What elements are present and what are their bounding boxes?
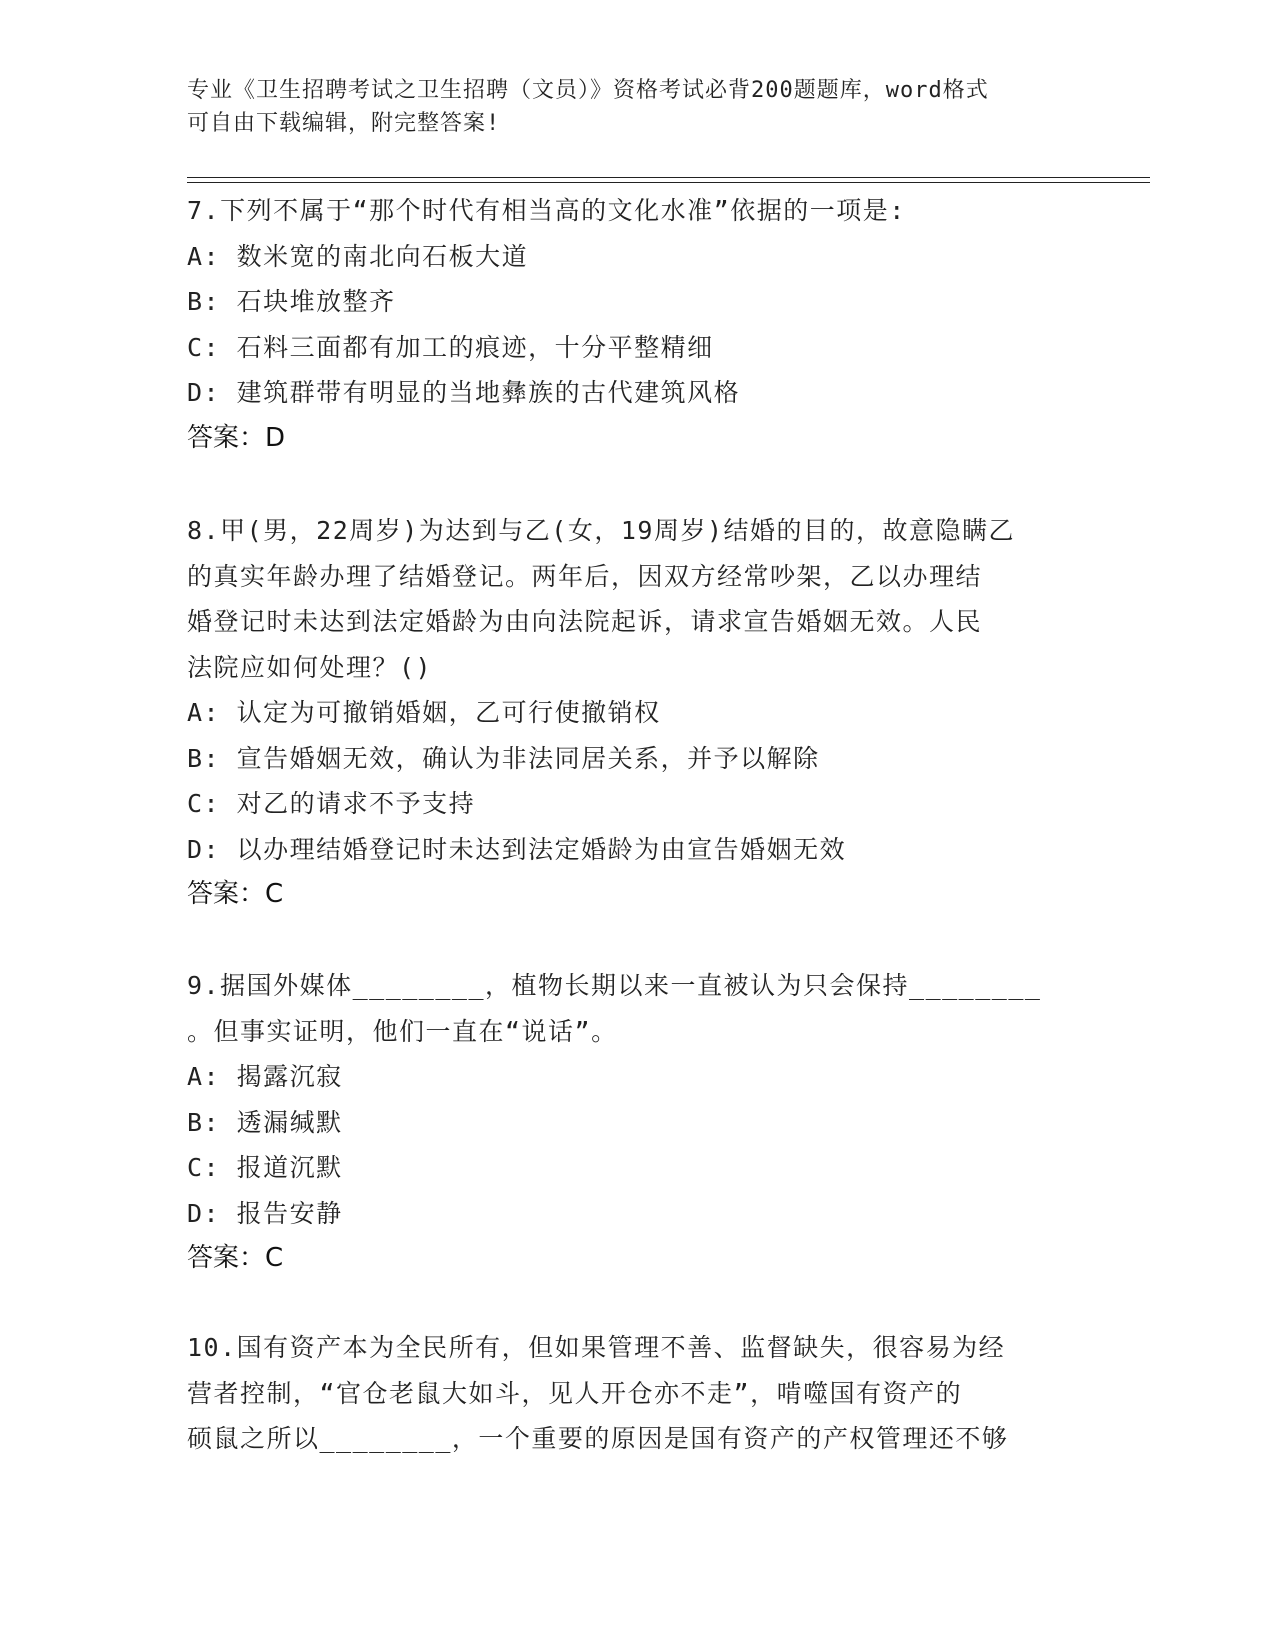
question-9-answer: 答案：C — [187, 1243, 284, 1273]
question-9-option-d: D: 报告安静 — [187, 1198, 343, 1228]
question-8 — [187, 508, 1087, 918]
question-10-stem-line-1: 10.国有资产本为全民所有，但如果管理不善、监督缺失，很容易为经 — [187, 1333, 1006, 1362]
question-7-option-a: A: 数米宽的南北向石板大道 — [187, 241, 529, 271]
question-8-option-b: B: 宣告婚姻无效，确认为非法同居关系，并予以解除 — [187, 743, 820, 773]
question-8-option-c: C: 对乙的请求不予支持 — [187, 789, 476, 818]
header-title-line-1: 专业《卫生招聘考试之卫生招聘（文员）》资格考试必背200题题库，word格式 — [187, 78, 989, 103]
question-8-stem-line-2: 的真实年龄办理了结婚登记。两年后，因双方经常吵架，乙以办理结 — [187, 561, 983, 591]
question-7 — [187, 188, 1087, 461]
question-9 — [187, 963, 1087, 1282]
question-9-stem-line-2: 。但事实证明，他们一直在“说话”。 — [187, 1016, 618, 1046]
question-8-stem-line-1: 8.甲(男，22周岁)为达到与乙(女，19周岁)结婚的目的，故意隐瞒乙 — [187, 516, 1016, 545]
question-8-stem-line-4: 法院应如何处理？() — [187, 652, 433, 682]
question-8-answer: 答案：C — [187, 879, 284, 909]
question-9-stem-line-1: 9.据国外媒体________，植物长期以来一直被认为只会保持________ — [187, 971, 1042, 1000]
document-header — [187, 74, 1067, 140]
header-divider-top — [187, 177, 1150, 178]
question-8-stem-line-3: 婚登记时未达到法定婚龄为由向法院起诉，请求宣告婚姻无效。人民 — [187, 607, 983, 636]
question-9-option-b: B: 透漏缄默 — [187, 1107, 343, 1137]
question-7-answer: 答案：D — [187, 422, 286, 453]
header-divider-bottom — [187, 182, 1150, 183]
question-10-stem-line-2: 营者控制，“官仓老鼠大如斗，见人开仓亦不走”，啃噬国有资产的 — [187, 1378, 963, 1408]
question-9-option-c: C: 报道沉默 — [187, 1153, 343, 1182]
question-7-option-d: D: 建筑群带有明显的当地彝族的古代建筑风格 — [187, 378, 741, 407]
question-10 — [187, 1325, 1087, 1462]
question-10-stem-line-3: 硕鼠之所以________，一个重要的原因是国有资产的产权管理还不够 — [187, 1424, 1009, 1453]
question-7-stem: 7.下列不属于“那个时代有相当高的文化水准”依据的一项是: — [187, 196, 906, 225]
question-9-option-a: A: 揭露沉寂 — [187, 1062, 343, 1091]
question-7-option-b: B: 石块堆放整齐 — [187, 287, 396, 316]
question-8-option-d: D: 以办理结婚登记时未达到法定婚龄为由宣告婚姻无效 — [187, 834, 847, 864]
question-7-option-c: C: 石料三面都有加工的痕迹，十分平整精细 — [187, 332, 714, 362]
question-8-option-a: A: 认定为可撤销婚姻，乙可行使撤销权 — [187, 698, 661, 727]
header-title-line-2: 可自由下载编辑，附完整答案! — [187, 111, 501, 136]
